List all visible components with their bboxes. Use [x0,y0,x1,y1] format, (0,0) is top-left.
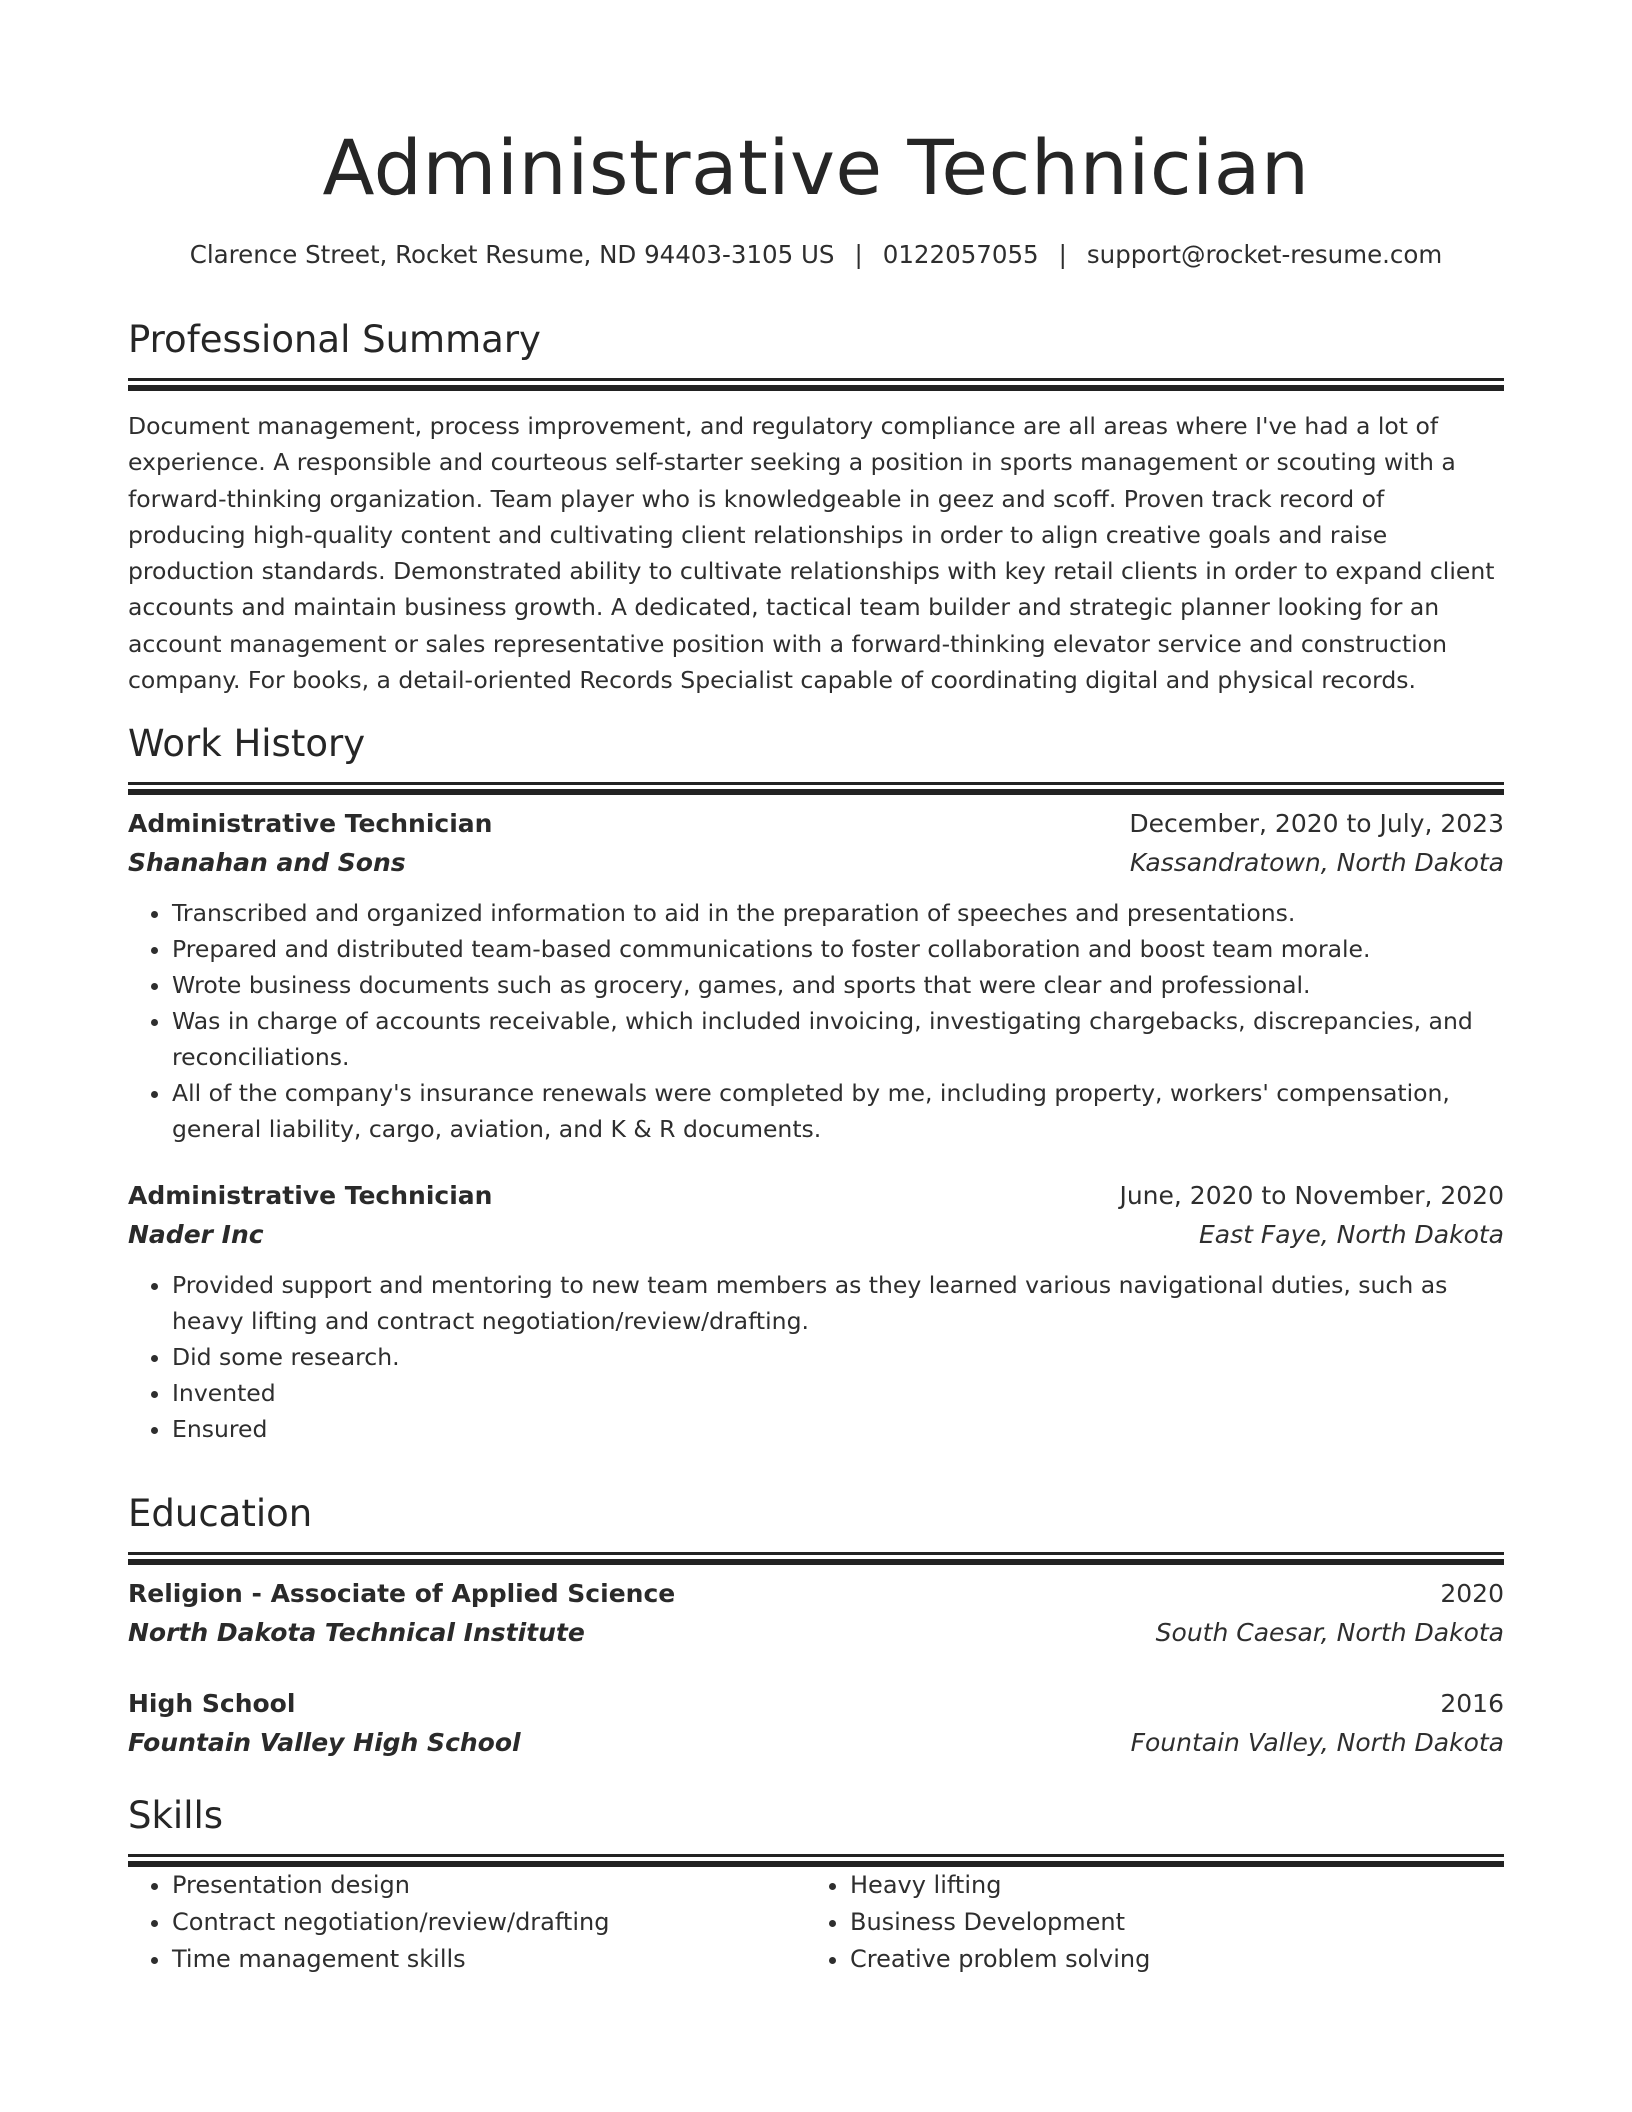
job-company-row [128,1215,1504,1255]
job-location: Kassandratown, North Dakota [1129,848,1504,877]
education-year: 2016 [1440,1689,1504,1718]
job-dates: December, 2020 to July, 2023 [1129,809,1504,838]
job-dates: June, 2020 to November, 2020 [1119,1181,1504,1210]
job-company: Nader Inc [128,1220,264,1249]
job-company: Shanahan and Sons [128,848,406,877]
summary-section [128,316,1504,698]
summary-heading: Professional Summary [128,318,541,361]
skills-list-left [128,1867,806,1978]
resume-page [128,0,1504,1973]
job-header-row [128,805,1504,843]
education-school: Fountain Valley High School [128,1728,521,1757]
education-entry [128,1685,1504,1763]
contact-email: support@rocket-resume.com [1086,240,1443,269]
contact-line [128,238,1504,272]
skill-item: • Presentation design [172,1867,806,1904]
section-divider [128,1552,1504,1555]
job-duties-list [128,1267,1504,1447]
skill-item: • Business Development [850,1904,1484,1941]
resume-name-heading: Administrative Technician [322,123,1310,212]
education-section [128,1490,1504,1763]
job-duty-item: • Was in charge of accounts receivable, which included invoicing, investigating chargebacks, discrepancies, and reconciliations. [172,1003,1504,1075]
section-divider [128,782,1504,785]
work-history-heading: Work History [128,722,366,765]
work-history-section [128,720,1504,1447]
job-entry [128,1177,1504,1447]
job-duty-item: • Did some research. [172,1339,1504,1375]
education-entry [128,1575,1504,1653]
education-year: 2020 [1440,1579,1504,1608]
job-duty-item: • All of the company's insurance renewals were completed by me, including property, workers' compensation, general liability, cargo, aviation, and K & R documents. [172,1075,1504,1147]
education-heading: Education [128,1492,313,1535]
skills-list-right [806,1867,1484,1978]
job-duty-item: • Ensured [172,1411,1504,1447]
skill-item: • Time management skills [172,1941,806,1978]
job-duties-list [128,895,1504,1147]
summary-text: Document management, process improvement, and regulatory compliance are all areas where I've had a lot of experience. A responsible and courteous self-starter seeking a position in sports management or scouting with a forward-thinking organization. Team player who is knowledgeable in geez and scoff. Proven track record of producing high-quality content and cultivating client relationships in order to align creative goals and raise production standards. Demonstrated ability to cultivate relationships with key retail clients in order to expand client accounts and maintain business growth. A dedicated, tactical team builder and strategic planner looking for an account management or sales representative position with a forward-thinking elevator service and construction company. For books, a detail-oriented Records Specialist capable of coordinating digital and physical records. [128,412,1495,695]
job-duty-item: • Provided support and mentoring to new team members as they learned various navigational duties, such as heavy lifting and contract negotiation/review/drafting. [172,1267,1504,1339]
skills-heading: Skills [128,1794,224,1837]
education-location: South Caesar, North Dakota [1155,1618,1504,1647]
job-header-row [128,1177,1504,1215]
education-school-row [128,1613,1504,1653]
job-duty-item: • Prepared and distributed team-based communications to foster collaboration and boost team morale. [172,931,1504,967]
job-duty-item: • Transcribed and organized information to aid in the preparation of speeches and presentations. [172,895,1504,931]
contact-separator: | [854,240,863,269]
job-duty-item: • Invented [172,1375,1504,1411]
contact-phone: 0122057055 [882,240,1039,269]
job-duty-item: • Wrote business documents such as grocery, games, and sports that were clear and professional. [172,967,1504,1003]
section-divider [128,378,1504,381]
education-school-row [128,1723,1504,1763]
section-divider [128,1854,1504,1857]
education-header-row [128,1575,1504,1613]
education-degree: Religion - Associate of Applied Science [128,1579,676,1608]
job-position: Administrative Technician [128,809,493,838]
skill-item: • Creative problem solving [850,1941,1484,1978]
skill-item: • Heavy lifting [850,1867,1484,1904]
education-header-row [128,1685,1504,1723]
skill-item: • Contract negotiation/review/drafting [172,1904,806,1941]
education-school: North Dakota Technical Institute [128,1618,585,1647]
education-degree: High School [128,1689,296,1718]
job-position: Administrative Technician [128,1181,493,1210]
skills-columns [128,1867,1504,1978]
job-location: East Faye, North Dakota [1199,1220,1504,1249]
job-company-row [128,843,1504,883]
education-location: Fountain Valley, North Dakota [1130,1728,1504,1757]
contact-address: Clarence Street, Rocket Resume, ND 94403-3105 US [189,240,835,269]
skills-section [128,1792,1504,1978]
job-entry [128,805,1504,1147]
contact-separator: | [1058,240,1067,269]
